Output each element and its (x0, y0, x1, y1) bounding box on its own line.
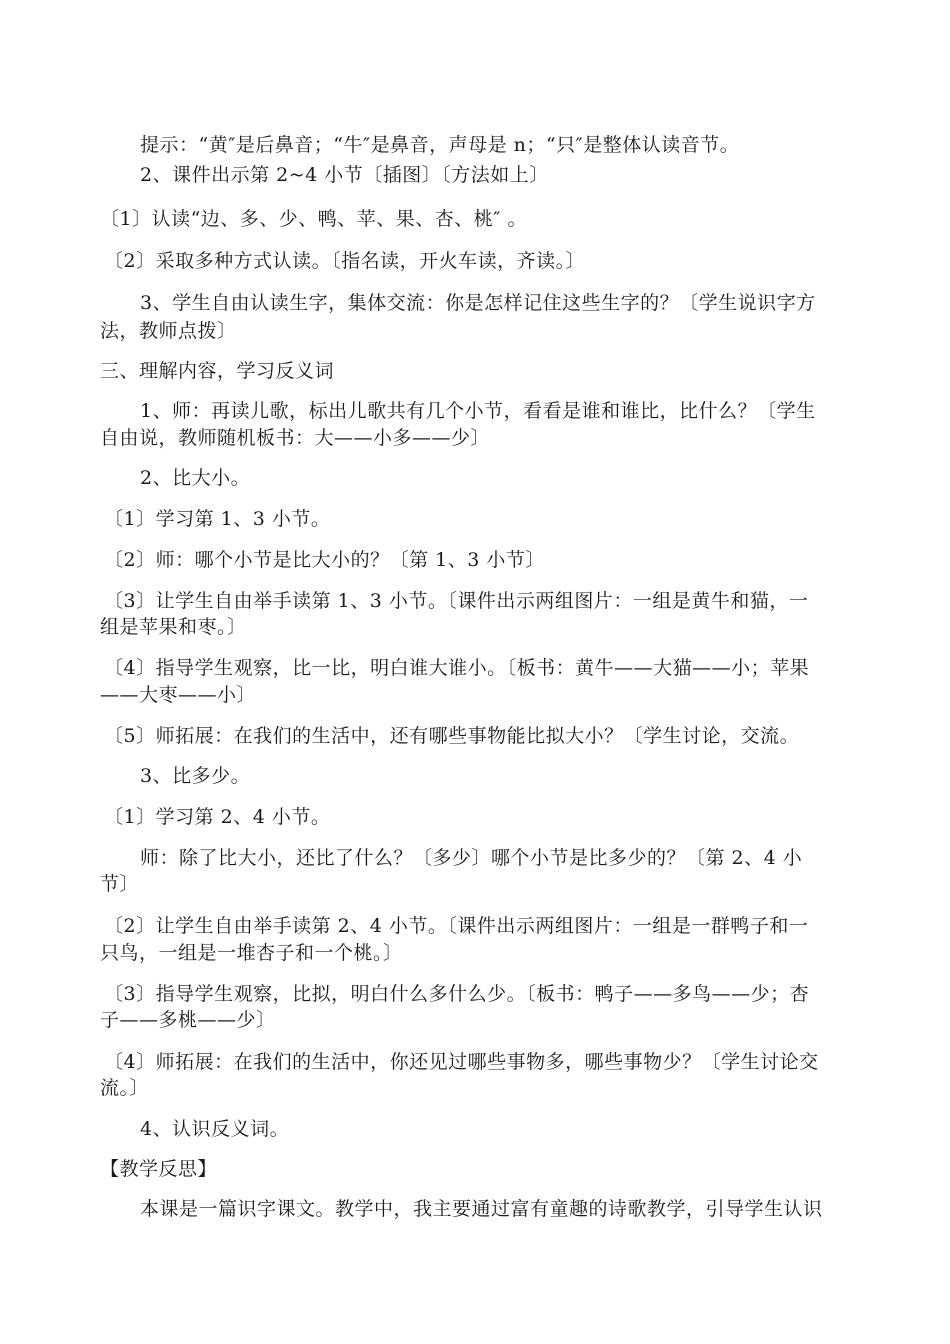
step-4-antonyms: 4、认识反义词。 (140, 1118, 290, 1140)
quantity-item-2: 〔2〕让学生自由举手读第 2、4 小节。〔课件出示两组图片：一组是一群鸭子和一 (104, 915, 809, 937)
quantity-item-3: 〔3〕指导学生观察，比拟，明白什么多什么少。〔板书：鸭子——多鸟——少；杏 (104, 983, 810, 1005)
step-2-courseware: 2、课件出示第 2~4 小节〔插图〕〔方法如上〕 (140, 164, 549, 186)
quantity-item-4-continuation: 流。〕 (100, 1077, 150, 1099)
step-1-reread: 1、师：再读儿歌，标出儿歌共有几个小节，看看是谁和谁比，比什么？〔学生 (140, 400, 816, 422)
reflection-paragraph: 本课是一篇识字课文。教学中，我主要通过富有童趣的诗歌教学，引导学生认识 (140, 1198, 823, 1220)
hint-pronunciation: 提示：“黄″是后鼻音；“牛″是鼻音，声母是 n；“只″是整体认读音节。 (140, 134, 740, 156)
size-item-1: 〔1〕学习第 1、3 小节。 (104, 508, 331, 530)
size-item-3-continuation: 组是苹果和枣。〕 (100, 616, 247, 638)
quantity-item-1: 〔1〕学习第 2、4 小节。 (104, 806, 331, 828)
teacher-question-continuation: 节〕 (100, 873, 140, 895)
size-item-3: 〔3〕让学生自由举手读第 1、3 小节。〔课件出示两组图片：一组是黄牛和猫，一 (104, 590, 809, 612)
step-3-continuation: 法，教师点拨〕 (100, 320, 237, 342)
quantity-item-3-continuation: 子——多桃——少〕 (100, 1009, 276, 1031)
quantity-item-2-continuation: 只鸟，一组是一堆杏子和一个桃。〕 (100, 942, 403, 964)
section-heading-three: 三、理解内容，学习反义词 (100, 360, 335, 382)
size-item-4: 〔4〕指导学生观察，比一比，明白谁大谁小。〔板书：黄牛——大猫——小；苹果 (104, 657, 810, 679)
item-reading-methods: 〔2〕采取多种方式认读。〔指名读，开火车读，齐读。〕 (104, 250, 586, 272)
step-3-compare-quantity: 3、比多少。 (140, 765, 251, 787)
teacher-question: 师：除了比大小，还比了什么？〔多少〕哪个小节是比多少的？〔第 2、4 小 (140, 847, 803, 869)
size-item-5: 〔5〕师拓展：在我们的生活中，还有哪些事物能比拟大小？〔学生讨论，交流。 (104, 725, 800, 747)
teaching-reflection-heading: 【教学反思】 (100, 1158, 218, 1180)
step-2-compare-size: 2、比大小。 (140, 467, 251, 489)
quantity-item-4: 〔4〕师拓展：在我们的生活中，你还见过哪些事物多，哪些事物少？〔学生讨论交 (104, 1051, 819, 1073)
step-1-continuation: 自由说，教师随机板书：大——小多——少〕 (100, 427, 491, 449)
item-read-characters: 〔1〕认读“边、多、少、鸭、苹、果、杏、桃″ 。 (100, 208, 527, 230)
size-item-2: 〔2〕师：哪个小节是比大小的？〔第 1、3 小节〕 (104, 549, 545, 571)
step-3-free-reading: 3、学生自由认读生字，集体交流：你是怎样记住这些生字的？〔学生说识字方 (140, 292, 816, 314)
size-item-4-continuation: ——大枣——小〕 (100, 684, 257, 706)
